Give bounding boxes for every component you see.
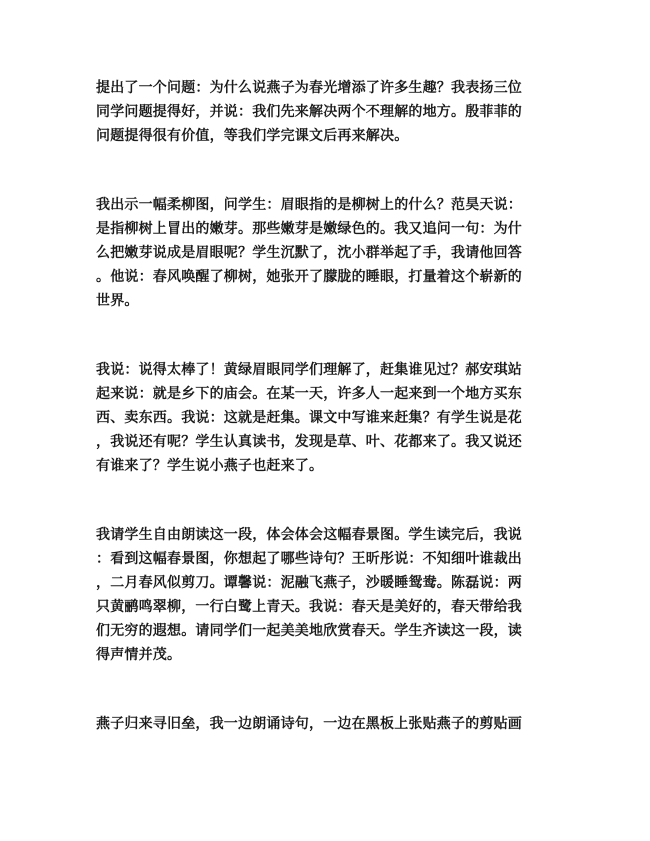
paragraph-gap (96, 148, 550, 193)
paragraph-line: 。他说：春风唤醒了柳树，她张开了朦胧的睡眼，打量着这个崭新的 (96, 269, 522, 285)
paragraph-gap (96, 478, 550, 523)
paragraph-line: 我说：说得太棒了！黄绿眉眼同学们理解了，赶集谁见过？郝安琪站 (96, 362, 522, 378)
paragraph-line: 只黄鹂鸣翠柳，一行白鹭上青天。我说：春天是美好的，春天带给我 (96, 599, 522, 615)
paragraph-line: ，我说还有呢？学生认真读书，发现是草、叶、花都来了。我又说还 (96, 434, 522, 450)
paragraph-line: 得声情并茂。 (96, 647, 182, 663)
paragraph-line: 起来说：就是乡下的庙会。在某一天，许多人一起来到一个地方买东 (96, 386, 522, 402)
paragraph-gap (96, 313, 550, 358)
paragraph-line: 们无穷的遐想。请同学们一起美美地欣赏春天。学生齐读这一段，读 (96, 623, 522, 639)
paragraph-line: 世界。 (96, 293, 139, 309)
paragraph-line: 我请学生自由朗读这一段，体会体会这幅春景图。学生读完后，我说 (96, 527, 522, 543)
paragraph-line: 么把嫩芽说成是眉眼呢？学生沉默了，沈小群举起了手，我请他回答 (96, 245, 522, 261)
paragraph-line: 有谁来了？学生说小燕子也赶来了。 (96, 458, 324, 474)
paragraph-4 (96, 523, 550, 667)
paragraph-3 (96, 358, 550, 478)
paragraph-line: 提出了一个问题：为什么说燕子为春光增添了许多生趣？我表扬三位 (96, 80, 522, 96)
paragraph-2 (96, 193, 550, 313)
paragraph-line: 西、卖东西。我说：这就是赶集。课文中写谁来赶集？有学生说是花 (96, 410, 522, 426)
paragraph-line: ，二月春风似剪刀。谭馨说：泥融飞燕子，沙暖睡鸳鸯。陈磊说：两 (96, 575, 522, 591)
paragraph-line: 燕子归来寻旧垒，我一边朗诵诗句，一边在黑板上张贴燕子的剪贴画 (96, 716, 522, 732)
paragraph-line: 我出示一幅柔柳图，问学生：眉眼指的是柳树上的什么？范昊天说： (96, 197, 522, 213)
paragraph-1 (96, 76, 550, 148)
paragraph-line: 是指柳树上冒出的嫩芽。那些嫩芽是嫩绿色的。我又追问一句：为什 (96, 221, 522, 237)
paragraph-5 (96, 712, 550, 736)
paragraph-gap (96, 667, 550, 712)
paragraph-line: 问题提得很有价值，等我们学完课文后再来解决。 (96, 128, 409, 144)
paragraph-line: ：看到这幅春景图，你想起了哪些诗句？王昕彤说：不知细叶谁裁出 (96, 551, 522, 567)
paragraph-line: 同学问题提得好，并说：我们先来解决两个不理解的地方。殷菲菲的 (96, 104, 522, 120)
